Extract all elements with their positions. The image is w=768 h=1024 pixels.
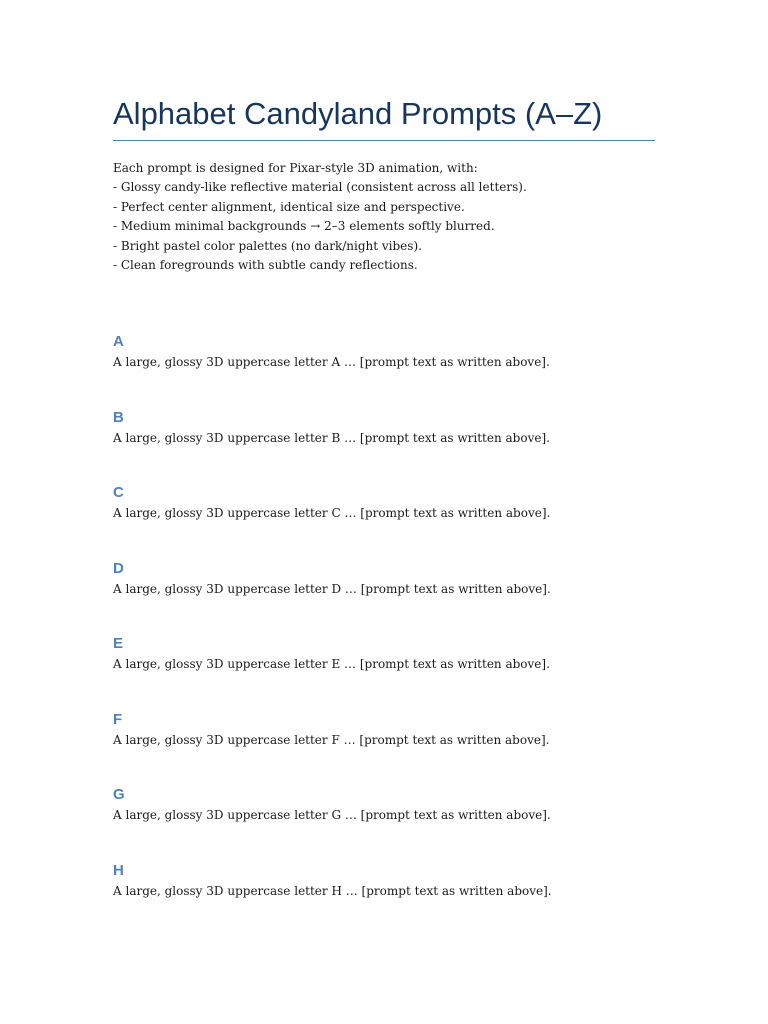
letter-section-d [113, 560, 655, 636]
section-prompt-text: A large, glossy 3D uppercase letter A … [prompt text as written above]. [113, 355, 550, 370]
letter-section-c [113, 484, 655, 560]
letter-sections [113, 333, 655, 937]
section-heading: D [113, 559, 124, 577]
section-prompt-text: A large, glossy 3D uppercase letter C … [prompt text as written above]. [113, 506, 551, 521]
letter-section-g [113, 786, 655, 862]
letter-section-b [113, 409, 655, 485]
section-prompt-text: A large, glossy 3D uppercase letter G … [prompt text as written above]. [113, 808, 551, 823]
section-heading: F [113, 710, 123, 728]
section-prompt-text: A large, glossy 3D uppercase letter E … [prompt text as written above]. [113, 657, 550, 672]
letter-section-h [113, 862, 655, 938]
section-heading: E [113, 635, 124, 653]
letter-section-e [113, 635, 655, 711]
intro-line: Each prompt is designed for Pixar-style 3D animation, with: [113, 161, 478, 175]
section-heading: H [113, 861, 124, 879]
section-heading: A [113, 333, 124, 351]
intro-line: - Clean foregrounds with subtle candy reflections. [113, 258, 418, 273]
section-heading: C [113, 484, 124, 502]
intro-paragraph [113, 159, 655, 275]
intro-line: - Perfect center alignment, identical size and perspective. [113, 199, 465, 214]
document-content [113, 92, 655, 937]
intro-line: - Bright pastel color palettes (no dark/night vibes). [113, 238, 422, 253]
section-prompt-text: A large, glossy 3D uppercase letter F … [prompt text as written above]. [113, 732, 550, 747]
section-prompt-text: A large, glossy 3D uppercase letter D … [prompt text as written above]. [113, 581, 551, 596]
section-prompt-text: A large, glossy 3D uppercase letter B … [prompt text as written above]. [113, 430, 550, 445]
intro-line: - Medium minimal backgrounds → 2–3 elements softly blurred. [113, 219, 495, 234]
section-heading: G [113, 786, 125, 804]
section-heading: B [113, 408, 124, 426]
section-prompt-text: A large, glossy 3D uppercase letter H … [prompt text as written above]. [113, 883, 552, 898]
letter-section-f [113, 711, 655, 787]
letter-section-a [113, 333, 655, 409]
document-title: Alphabet Candyland Prompts (A–Z) [113, 92, 655, 141]
intro-line: - Glossy candy-like reflective material (consistent across all letters). [113, 180, 527, 195]
